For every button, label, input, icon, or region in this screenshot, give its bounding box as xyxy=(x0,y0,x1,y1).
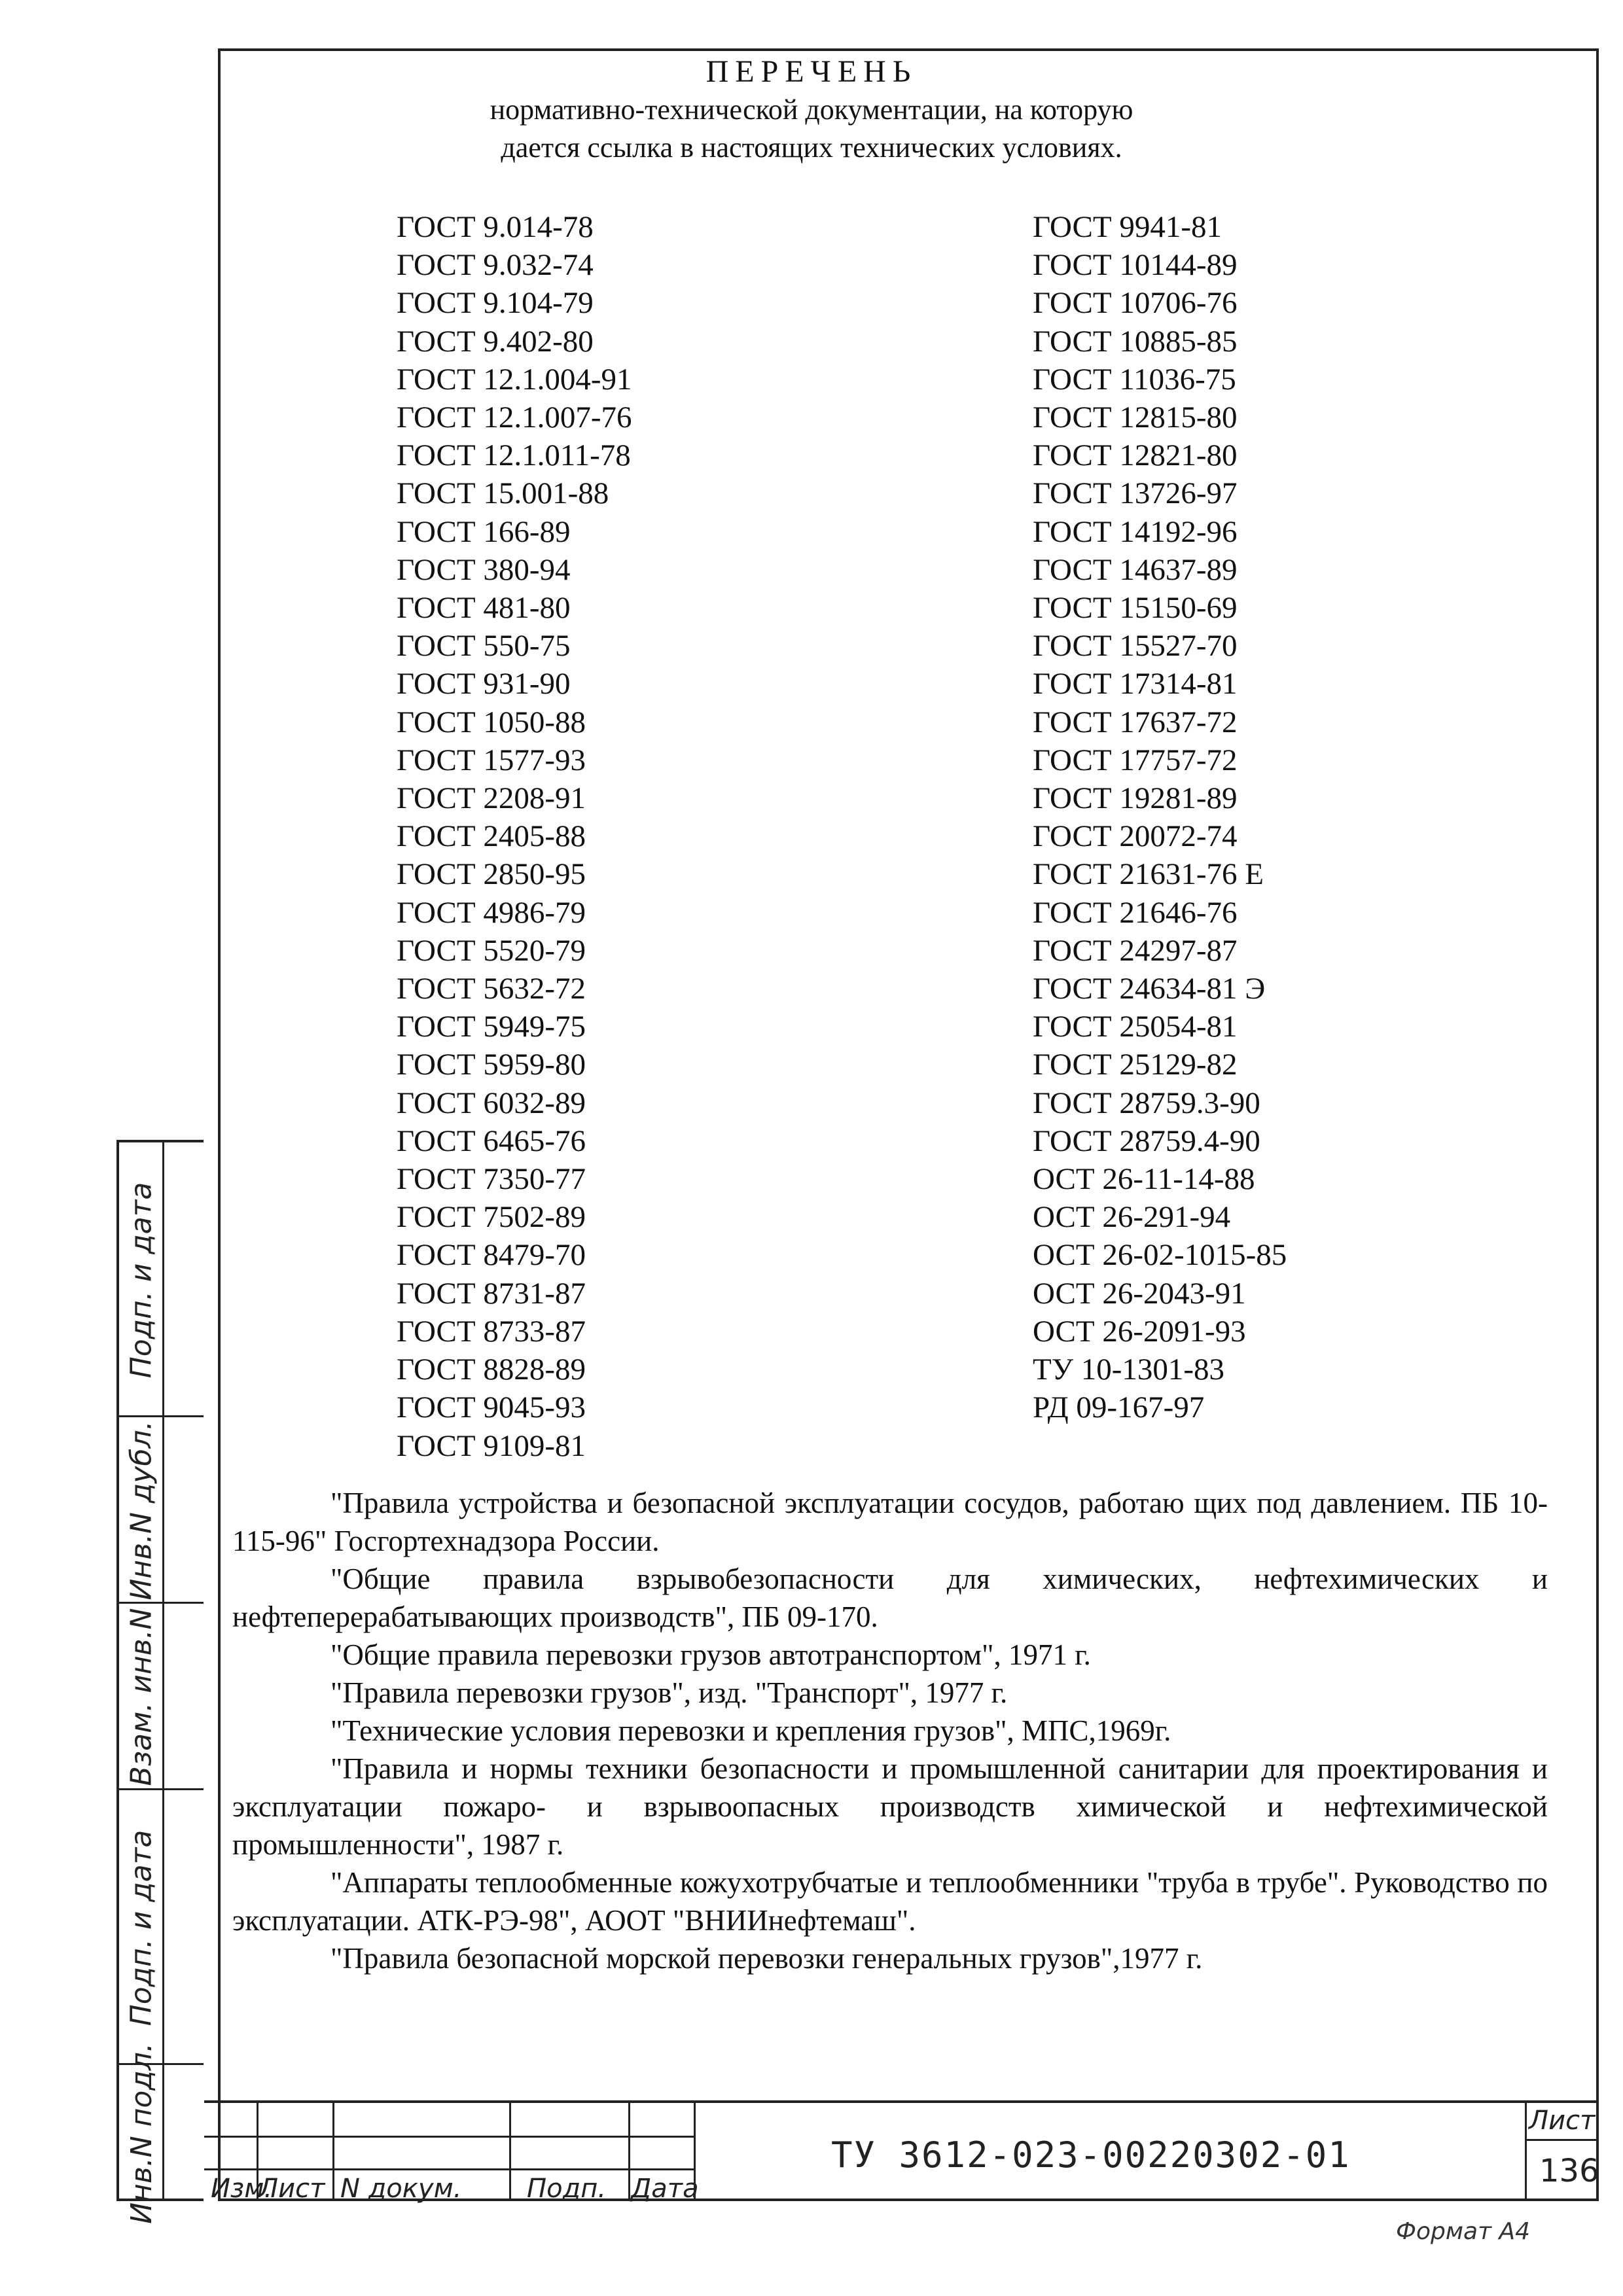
page-subtitle-line-2: дается ссылка в настоящих технических условиях. xyxy=(501,132,1122,164)
stamp-podp-label: Подп. xyxy=(527,2174,607,2204)
standard-item: ГОСТ 7502-89 xyxy=(397,1200,586,1235)
standard-item: ГОСТ 4986-79 xyxy=(397,895,586,930)
side-stamp-podp-data-bottom: Подп. и дата xyxy=(124,1829,158,2026)
standard-item: ГОСТ 9.104-79 xyxy=(397,286,594,321)
standard-item: ГОСТ 7350-77 xyxy=(397,1162,586,1197)
standard-item: ГОСТ 9.032-74 xyxy=(397,248,594,283)
standard-item: ГОСТ 5520-79 xyxy=(397,933,586,968)
standard-item: ГОСТ 8828-89 xyxy=(397,1352,586,1387)
standard-item: ГОСТ 8731-87 xyxy=(397,1276,586,1311)
standard-item: ГОСТ 8733-87 xyxy=(397,1314,586,1349)
standard-item: ГОСТ 6032-89 xyxy=(397,1086,586,1120)
standard-item: ГОСТ 6465-76 xyxy=(397,1123,586,1158)
standard-item: ГОСТ 1050-88 xyxy=(397,705,586,739)
standard-item: ГОСТ 12821-80 xyxy=(1033,438,1238,473)
standard-item: РД 09-167-97 xyxy=(1033,1390,1205,1425)
reference-item: "Аппараты теплообменные кожухотрубчатые и теплообменники "труба в трубе". Руководство по эксплуатации. АТК-РЭ-98", АООТ "ВНИИнефтемаш". xyxy=(232,1866,1548,1937)
side-stamp-inv-podl: Инв.N подл. xyxy=(124,2042,158,2224)
standard-item: ГОСТ 550-75 xyxy=(397,629,571,663)
standard-item: ГОСТ 25129-82 xyxy=(1033,1048,1238,1082)
standard-item: ГОСТ 5632-72 xyxy=(397,972,586,1006)
title-block-line xyxy=(1525,2139,1599,2141)
standard-item: ГОСТ 20072-74 xyxy=(1033,819,1238,854)
standard-item: ГОСТ 17757-72 xyxy=(1033,743,1238,777)
standard-item: ГОСТ 166-89 xyxy=(397,514,571,549)
reference-item: "Правила и нормы техники безопасности и промышленной санитарии для проектирования и эксплуатации пожаро- и взрывоопасных производств химической и нефтехимической промышленности", 1987 г. xyxy=(232,1752,1548,1861)
reference-item: "Правила безопасной морской перевозки генеральных грузов",1977 г. xyxy=(330,1942,1203,1975)
standard-item: ГОСТ 21646-76 xyxy=(1033,895,1238,930)
standard-item: ГОСТ 17314-81 xyxy=(1033,667,1238,701)
title-block-line xyxy=(332,2103,334,2201)
side-stamp-inv-dubl: Инв.N дубл. xyxy=(124,1421,158,1600)
standard-item: ГОСТ 14637-89 xyxy=(1033,552,1238,587)
standard-item: ГОСТ 15150-69 xyxy=(1033,591,1238,626)
standard-item: ГОСТ 9.402-80 xyxy=(397,324,594,359)
standard-item: ГОСТ 15.001-88 xyxy=(397,476,609,511)
standard-item: ГОСТ 11036-75 xyxy=(1033,362,1236,397)
reference-item: "Правила перевозки грузов", изд. "Транспорт", 1977 г. xyxy=(330,1676,1008,1709)
standard-item: ГОСТ 28759.4-90 xyxy=(1033,1123,1260,1158)
title-block-line xyxy=(204,2136,695,2138)
reference-item: "Технические условия перевозки и крепления грузов", МПС,1969г. xyxy=(330,1714,1171,1747)
standard-item: ГОСТ 12815-80 xyxy=(1033,400,1238,435)
title-block-line xyxy=(628,2103,630,2201)
standard-item: ГОСТ 28759.3-90 xyxy=(1033,1086,1260,1120)
standard-item: ОСТ 26-291-94 xyxy=(1033,1200,1231,1235)
page-title: ПЕРЕЧЕНЬ xyxy=(705,54,918,89)
reference-item: "Правила устройства и безопасной эксплуатации сосудов, работаю щих под давлением. ПБ 10-115-96" Госгортехнадзора России. xyxy=(232,1487,1548,1557)
side-stamp-vzam-inv: Взам. инв.N xyxy=(124,1608,158,1786)
standard-item: ГОСТ 12.1.011-78 xyxy=(397,438,631,473)
standards-list-left xyxy=(397,208,632,1465)
standard-item: ГОСТ 2208-91 xyxy=(397,781,586,816)
standard-item: ГОСТ 5959-80 xyxy=(397,1048,586,1082)
standard-item: ГОСТ 12.1.004-91 xyxy=(397,362,632,397)
standard-item: ГОСТ 9109-81 xyxy=(397,1428,586,1463)
title-block-line xyxy=(1525,2103,1527,2201)
standard-item: ГОСТ 2850-95 xyxy=(397,857,586,892)
standard-item: ГОСТ 10885-85 xyxy=(1033,324,1238,359)
title-block-line xyxy=(204,2168,695,2170)
standard-item: ОСТ 26-2043-91 xyxy=(1033,1276,1246,1311)
references-list xyxy=(232,1484,1548,1977)
standard-item: ГОСТ 8479-70 xyxy=(397,1238,586,1273)
standard-item: ГОСТ 10144-89 xyxy=(1033,248,1238,283)
standard-item: ГОСТ 9045-93 xyxy=(397,1390,586,1425)
stamp-list-label: Лист xyxy=(259,2174,325,2204)
standard-item: ГОСТ 25054-81 xyxy=(1033,1010,1238,1044)
standard-item: ГОСТ 380-94 xyxy=(397,552,571,587)
reference-item: "Общие правила перевозки грузов автотранспортом", 1971 г. xyxy=(330,1638,1091,1671)
standard-item: ГОСТ 10706-76 xyxy=(1033,286,1238,321)
title-block-line xyxy=(509,2103,511,2201)
document-code: ТУ 3612-023-00220302-01 xyxy=(831,2134,1351,2176)
standard-item: ГОСТ 1577-93 xyxy=(397,743,586,777)
standard-item: ОСТ 26-02-1015-85 xyxy=(1033,1238,1287,1273)
stamp-izm-label: Изм. xyxy=(211,2174,273,2204)
standard-item: ГОСТ 9941-81 xyxy=(1033,210,1222,244)
stamp-data-label: Дата xyxy=(631,2174,699,2204)
standard-item: ГОСТ 19281-89 xyxy=(1033,781,1238,816)
sheet-number: 136 xyxy=(1539,2153,1599,2189)
reference-item: "Общие правила взрывобезопасности для химических, нефтехимических и нефтеперерабатывающих производств", ПБ 09-170. xyxy=(232,1563,1548,1633)
standard-item: ГОСТ 24297-87 xyxy=(1033,933,1238,968)
sheet-label: Лист xyxy=(1529,2106,1596,2136)
standard-item: ГОСТ 24634-81 Э xyxy=(1033,972,1266,1006)
side-stamp-podp-data-top: Подп. и дата xyxy=(124,1182,158,1378)
standard-item: ГОСТ 15527-70 xyxy=(1033,629,1238,663)
standard-item: ГОСТ 481-80 xyxy=(397,591,571,626)
standard-item: ТУ 10-1301-83 xyxy=(1033,1352,1225,1387)
standard-item: ГОСТ 14192-96 xyxy=(1033,514,1238,549)
standard-item: ОСТ 26-11-14-88 xyxy=(1033,1162,1255,1197)
standard-item: ГОСТ 9.014-78 xyxy=(397,210,594,244)
standard-item: ГОСТ 2405-88 xyxy=(397,819,586,854)
standard-item: ГОСТ 5949-75 xyxy=(397,1010,586,1044)
standard-item: ГОСТ 12.1.007-76 xyxy=(397,400,632,435)
standards-list-right xyxy=(1033,208,1287,1427)
format-note: Формат А4 xyxy=(1396,2218,1531,2245)
standard-item: ГОСТ 17637-72 xyxy=(1033,705,1238,739)
standard-item: ОСТ 26-2091-93 xyxy=(1033,1314,1246,1349)
standard-item: ГОСТ 13726-97 xyxy=(1033,476,1238,511)
page-subtitle-line-1: нормативно-технической документации, на которую xyxy=(490,94,1133,126)
standard-item: ГОСТ 21631-76 Е xyxy=(1033,857,1264,892)
standard-item: ГОСТ 931-90 xyxy=(397,667,571,701)
side-stamp xyxy=(116,1140,204,2224)
stamp-n-dokum-label: N докум. xyxy=(340,2174,462,2204)
